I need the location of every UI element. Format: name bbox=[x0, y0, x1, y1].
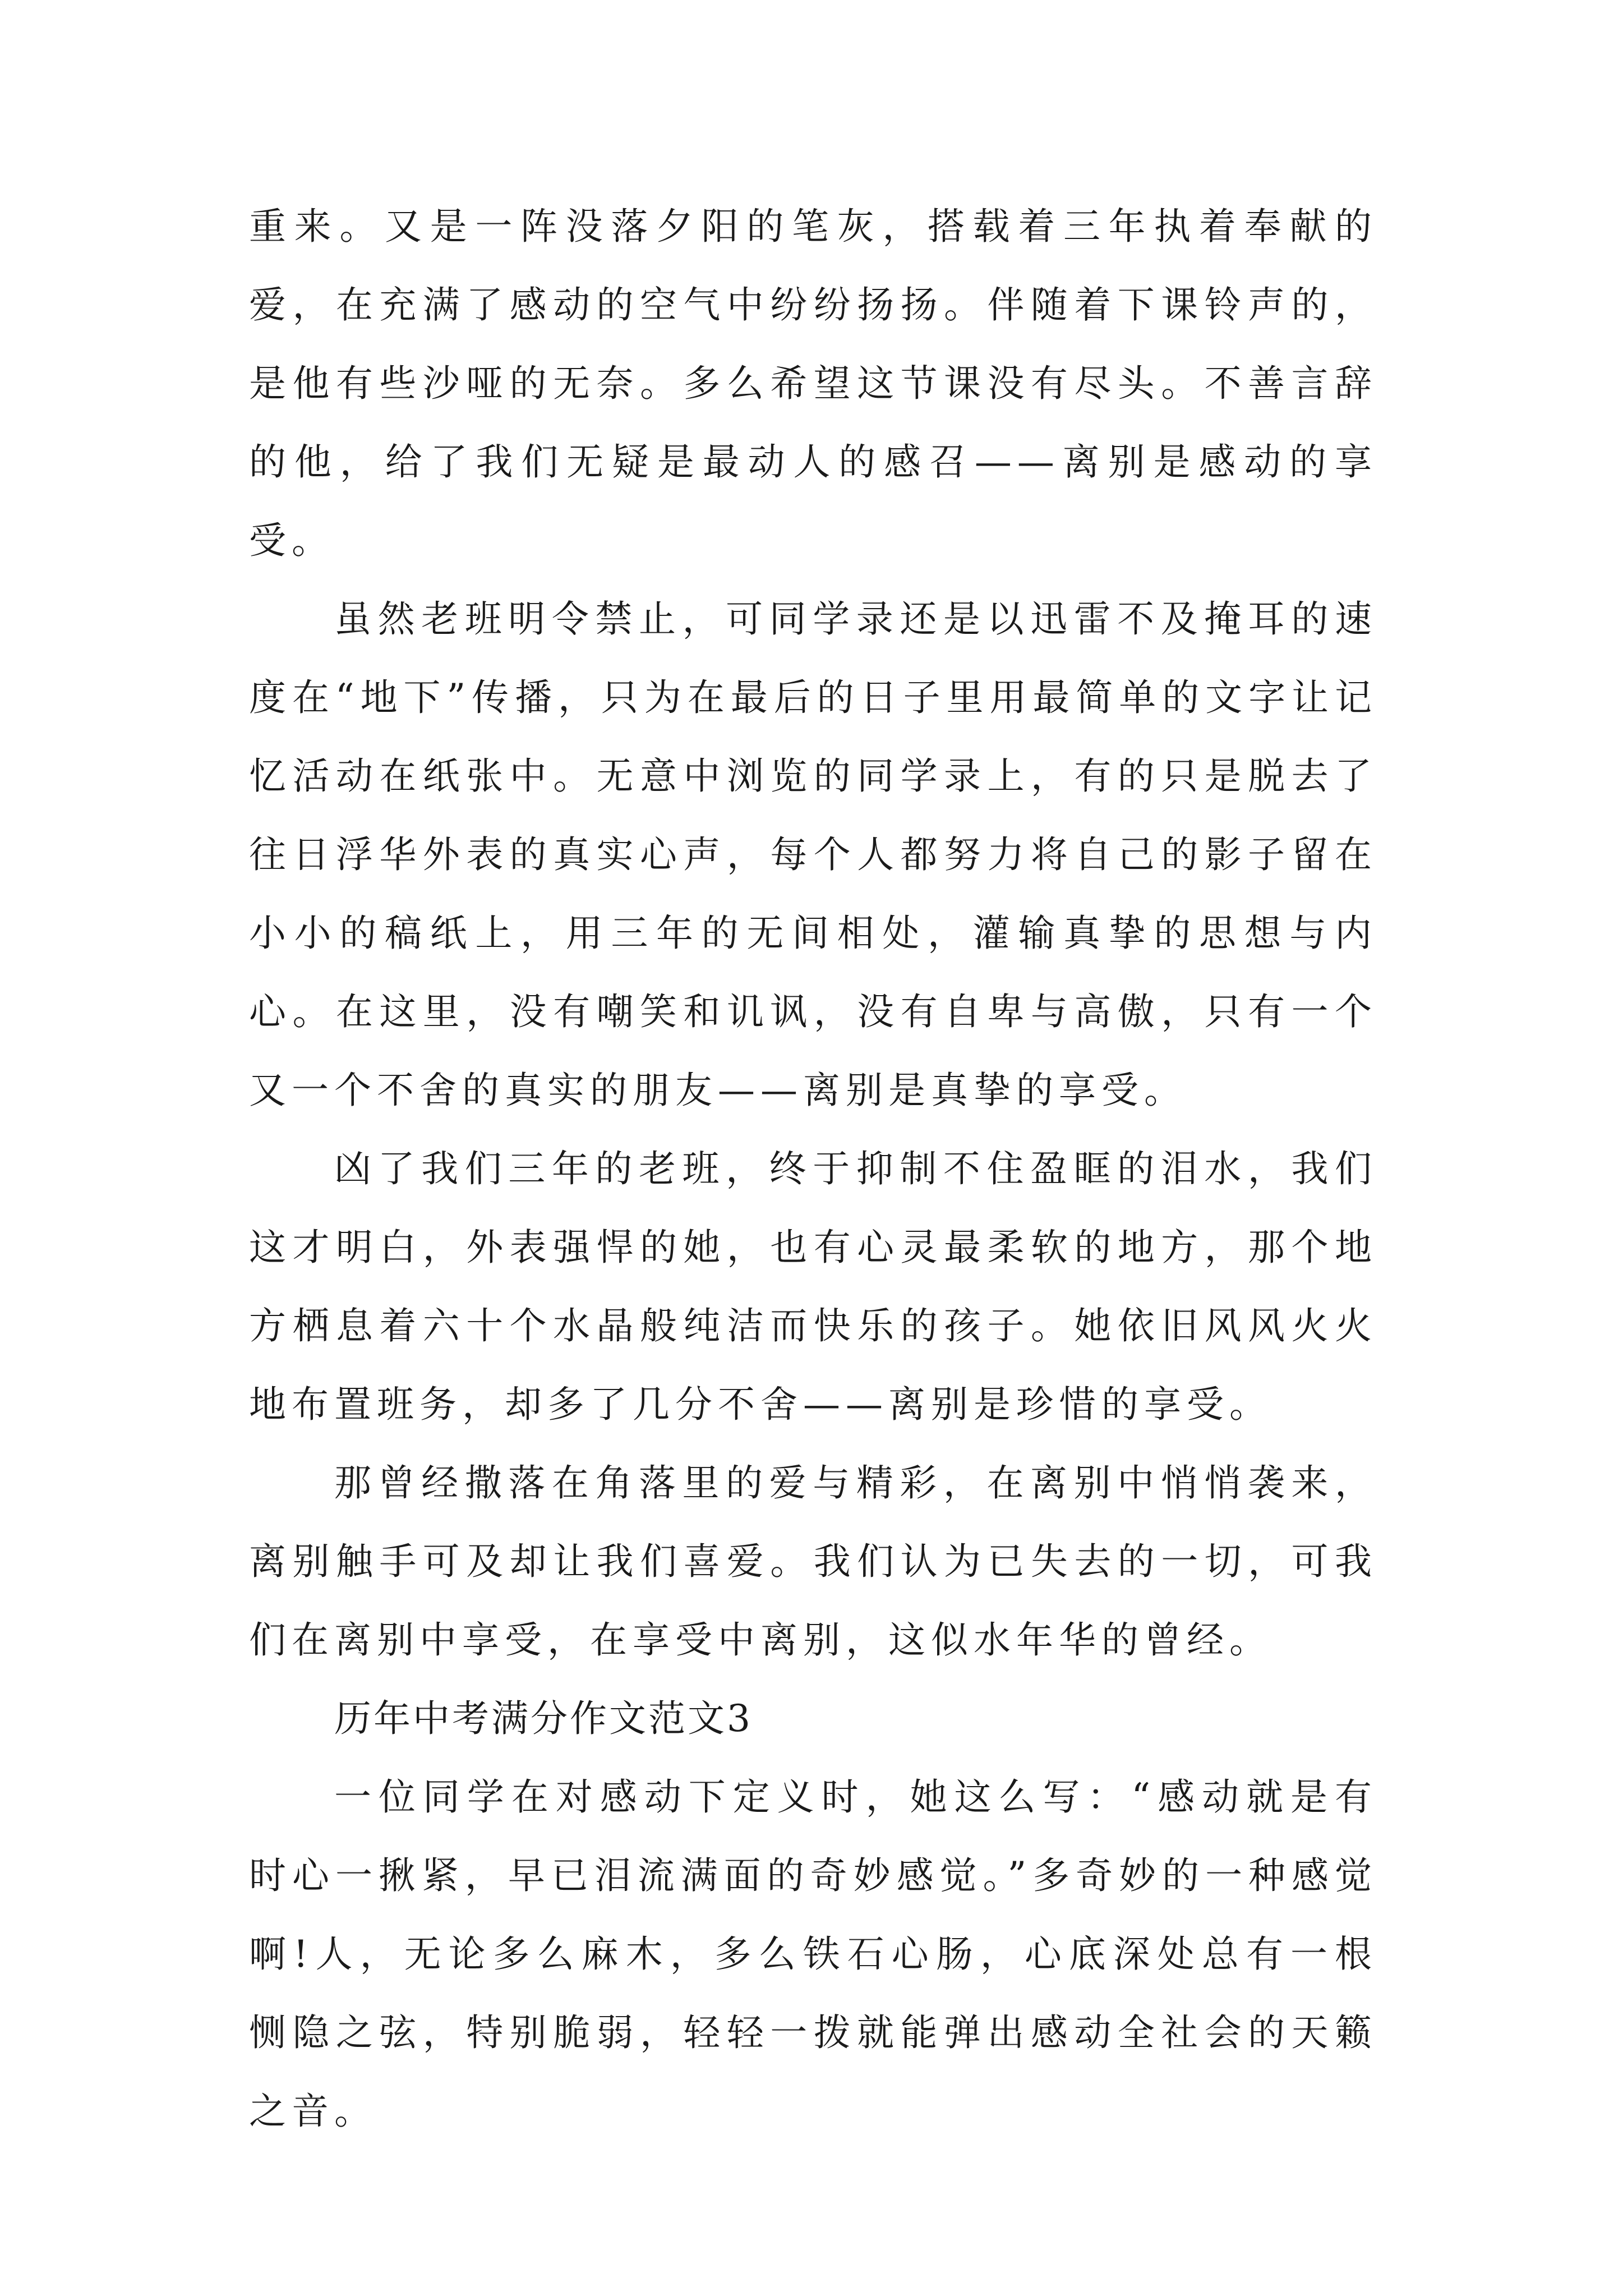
paragraph-4: 那曾经撒落在角落里的爱与精彩，在离别中悄悄袭来，离别触手可及却让我们喜爱。我们认为已失去的一切，可我们在离别中享受，在享受中离别，这似水年华的曾经。 bbox=[249, 1461, 1377, 1662]
section-heading: 历年中考满分作文范文3 bbox=[334, 1697, 753, 1740]
paragraph-2: 虽然老班明令禁止，可同学录还是以迅雷不及掩耳的速度在“地下”传播，只为在最后的日子里用最简单的文字让记忆活动在纸张中。无意中浏览的同学录上，有的只是脱去了往日浮华外表的真实心声，每个人都努力将自己的影子留在小小的稿纸上，用三年的无间相处，灌输真挚的思想与内心。在这里，没有嘲笑和讥讽，没有自卑与高傲，只有一个又一个不舍的真实的朋友——离别是真挚的享受。 bbox=[249, 597, 1377, 1112]
paragraph-5: 一位同学在对感动下定义时，她这么写：“感动就是有时心一揪紧，早已泪流满面的奇妙感觉。”多奇妙的一种感觉啊!人，无论多么麻木，多么铁石心肠，心底深处总有一根恻隐之弦，特别脆弱，轻轻一拨就能弹出感动全社会的天籁之音。 bbox=[249, 1775, 1377, 2133]
article-body bbox=[249, 187, 1377, 2151]
paragraph-3: 凶了我们三年的老班，终于抑制不住盈眶的泪水，我们这才明白，外表强悍的她，也有心灵最柔软的地方，那个地方栖息着六十个水晶般纯洁而快乐的孩子。她依旧风风火火地布置班务，却多了几分不舍——离别是珍惜的享受。 bbox=[249, 1147, 1377, 1426]
paragraph-1: 重来。又是一阵没落夕阳的笔灰，搭载着三年执着奉献的爱，在充满了感动的空气中纷纷扬扬。伴随着下课铃声的，是他有些沙哑的无奈。多么希望这节课没有尽头。不善言辞的他，给了我们无疑是最动人的感召——离别是感动的享受。 bbox=[249, 205, 1377, 562]
